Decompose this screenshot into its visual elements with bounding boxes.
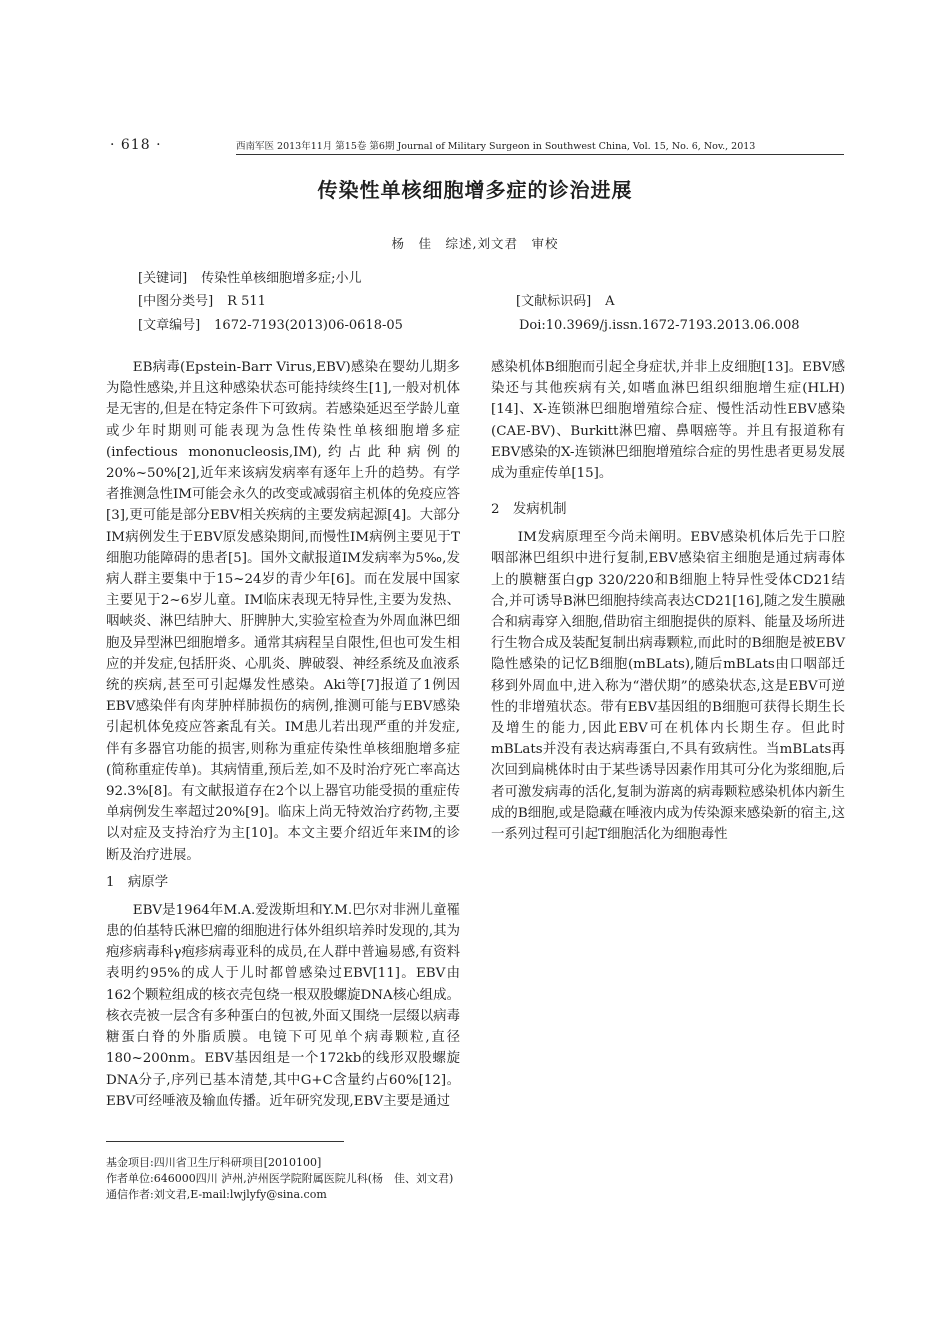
- running-head: 西南军医 2013年11月 第15卷 第6期 Journal of Military Surgeon in Southwest China, Vol. 15, No. 6, Nov., 2013: [236, 141, 844, 155]
- footnote-divider: [106, 1141, 344, 1142]
- section-2-heading: 2 发病机制: [491, 502, 567, 518]
- affiliation-note: 作者单位:646000四川 泸州,泸州医学院附属医院儿科(杨 佳、刘文君): [106, 1172, 454, 1185]
- article-number-line: [138, 317, 403, 335]
- section-1-paragraph: EBV是1964年M.A.爱泼斯坦和Y.M.巴尔对非洲儿童罹患的伯基特氏淋巴瘤的细胞进行体外组织培养时发现的,其为疱疹病毒科γ疱疹病毒亚科的成员,在人群中普遍易感,有资料表明约95%的成人于儿时都曾感染过EBV[11]。EBV由162个颗粒组成的核衣壳包绕一根双股螺旋DNA核心组成。核衣壳被一层含有多种蛋白的包被,外面又围绕一层缀以病毒糖蛋白脊的外脂质膜。电镜下可见单个病毒颗粒,直径180~200nm。EBV基因组是一个172kb的线形双股螺旋DNA分子,序列已基本清楚,其中G+C含量约占60%[12]。EBV可经唾液及输血传播。近年研究发现,EBV主要是通过: [106, 902, 460, 1109]
- doc-code-line: [516, 293, 615, 311]
- intro-paragraph: EB病毒(Epstein-Barr Virus,EBV)感染在婴幼儿期多为隐性感染,并且这种感染状态可能持续终生[1],一般对机体是无害的,但是在特定条件下可致病。若感染延迟至学龄儿童或少年时期则可能表现为急性传染性单核细胞增多症(infectious mononucleosis,IM),约占此种病例的20%~50%[2],近年来该病发病率有逐年上升的趋势。有学者推测急性IM可能会永久的改变或减弱宿主机体的免疫应答[3],更可能是部分EBV相关疾病的主要发病起源[4]。大部分IM病例发生于EBV原发感染期间,而慢性IM病例主要见于T细胞功能障碍的患者[5]。国外文献报道IM发病率为5‰,发病人群主要集中于15~24岁的青少年[6]。而在发展中国家主要见于2~6岁儿童。IM临床表现无特异性,主要为发热、咽峡炎、淋巴结肿大、肝脾肿大,实验室检查为外周血淋巴细胞及异型淋巴细胞增多。通常其病程呈自限性,但也可发生相应的并发症,包括肝炎、心肌炎、脾破裂、神经系统及血液系统的疾病,甚至可引起爆发性感染。Aki等[7]报道了1例因EBV感染伴有肉芽肿样肺损伤的病例,推测可能与EBV感染引起机体免疫应答紊乱有关。IM患儿若出现严重的并发症,伴有多器官功能的损害,则称为重症传染性单核细胞增多症(简称重症传单)。其病情重,预后差,如不及时治疗死亡率高达92.3%[8]。有文献报道存在2个以上器官功能受损的重症传单病例发生率超过20%[9]。临床上尚无特效治疗药物,主要以对症及支持治疗为主[10]。本文主要介绍近年来IM的诊断及治疗进展。: [106, 360, 460, 863]
- right-column: [491, 357, 845, 845]
- footnotes: [106, 1155, 453, 1203]
- page-number: · 618 ·: [110, 137, 162, 153]
- fund-note: 基金项目:四川省卫生厅科研项目[2010100]: [106, 1156, 322, 1169]
- clc-line: [138, 293, 266, 311]
- keywords-value: 传染性单核细胞增多症;小儿: [201, 271, 362, 286]
- doc-code-value: A: [605, 294, 615, 309]
- section-1-paragraph-continued: 感染机体B细胞而引起全身症状,并非上皮细胞[13]。EBV感染还与其他疾病有关,如嗜血淋巴组织细胞增生症(HLH)[14]、X-连锁淋巴细胞增殖综合症、慢性活动性EBV感染(CAE-BV)、Burkitt淋巴瘤、鼻咽癌等。并且有报道称有EBV感染的X-连锁淋巴细胞增殖综合症的男性患者更易发展成为重症传单[15]。: [491, 360, 845, 482]
- keywords-line: [138, 270, 362, 288]
- clc-label: [中图分类号]: [138, 294, 214, 309]
- article-authors: 杨 佳 综述,刘文君 审校: [391, 236, 559, 251]
- correspondence-note: 通信作者:刘文君,E-mail:lwjlyfy@sina.com: [106, 1188, 327, 1201]
- doc-code-label: [文献标识码]: [516, 294, 592, 309]
- keywords-label: [关键词]: [138, 271, 188, 286]
- article-number-label: [文章编号]: [138, 318, 201, 333]
- clc-value: R 511: [227, 294, 266, 309]
- section-2-paragraph: IM发病原理至今尚未阐明。EBV感染机体后先于口腔咽部淋巴组织中进行复制,EBV感染宿主细胞是通过病毒体上的膜糖蛋白gp 320/220和B细胞上特异性受体CD21结合,并可诱导B淋巴细胞持续高表达CD21[16],随之发生膜融合和病毒穿入细胞,借助宿主细胞提供的原料、能量及场所进行生物合成及装配复制出病毒颗粒,而此时的B细胞是被EBV隐性感染的记忆B细胞(mBLats),随后mBLats由口咽部迁移到外周血中,进入称为“潜伏期”的感染状态,这是EBV可逆性的非增殖状态。带有EBV基因组的B细胞可获得长期生长及增生的能力,因此EBV可在机体内长期生存。但此时mBLats并没有表达病毒蛋白,不具有致病性。当mBLats再次回到扁桃体时由于某些诱导因素作用其可分化为浆细胞,后者可激发病毒的活化,复制为游离的病毒颗粒感染机体内新生成的B细胞,或是隐藏在唾液内成为传染源来感染新的宿主,这一系列过程可引起T细胞活化为细胞毒性: [491, 530, 845, 843]
- doi: Doi:10.3969/j.issn.1672-7193.2013.06.008: [519, 318, 800, 333]
- section-1-heading: 1 病原学: [106, 874, 169, 890]
- article-title: 传染性单核细胞增多症的诊治进展: [317, 178, 633, 202]
- article-number-value: 1672-7193(2013)06-0618-05: [214, 318, 403, 333]
- left-column: [106, 357, 460, 1112]
